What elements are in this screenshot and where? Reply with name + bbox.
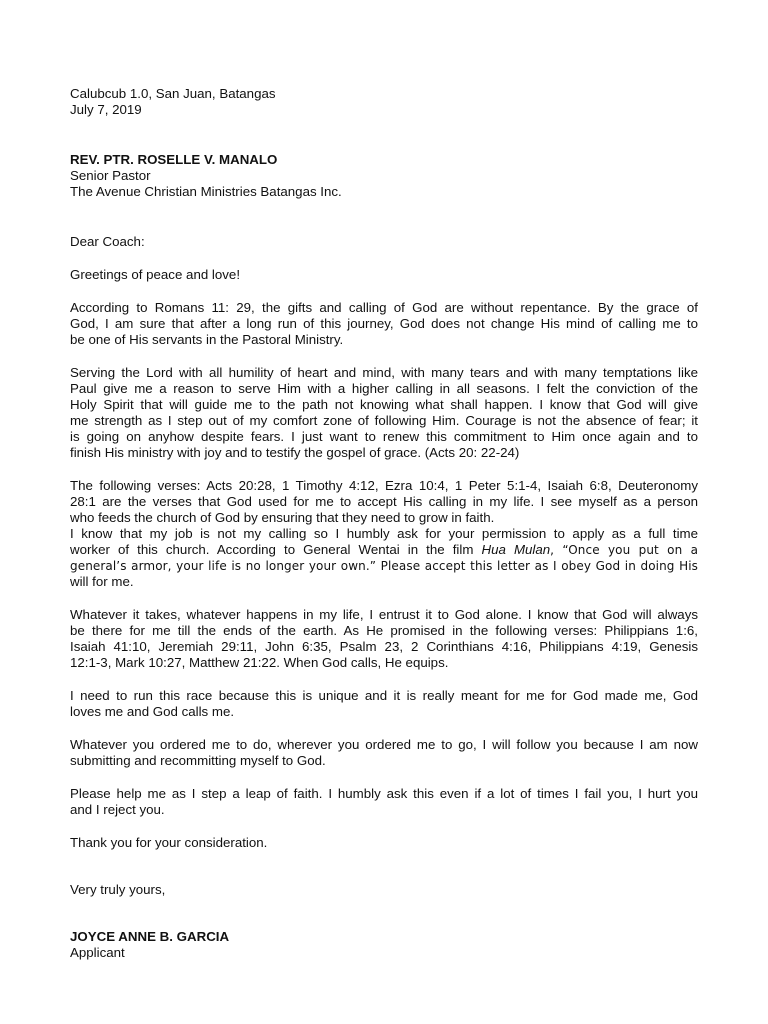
greeting xyxy=(70,267,698,283)
paragraph-line: God, I am sure that after a long run of this journey, God does not change His mind of calling me to xyxy=(70,316,698,331)
paragraph-line: Serving the Lord with all humility of heart and mind, with many tears and with many temptations like xyxy=(70,365,698,380)
paragraph-line: Paul give me a reason to serve Him with a higher calling in all seasons. I felt the conviction of the xyxy=(70,381,698,396)
salutation xyxy=(70,234,698,250)
paragraph-line: The following verses: Acts 20:28, 1 Timothy 4:12, Ezra 10:4, 1 Peter 5:1-4, Isaiah 6:8, Deuteronomy xyxy=(70,478,698,493)
paragraph-line: Please help me as I step a leap of faith. I humbly ask this even if a lot of times I fail you, I hurt you xyxy=(70,786,698,801)
paragraph-6 xyxy=(70,737,698,769)
signer-role: Applicant xyxy=(70,945,125,960)
paragraph-7 xyxy=(70,786,698,818)
paragraph-line: Whatever you ordered me to do, wherever you ordered me to go, I will follow you because I am now xyxy=(70,737,698,752)
letter-date: July 7, 2019 xyxy=(70,102,142,117)
signature-block xyxy=(70,929,698,961)
paragraph-line-quote: general’s armor, your life is no longer your own.” Please accept this letter as I obey God in doing His xyxy=(70,559,698,573)
paragraph-line: will for me. xyxy=(70,574,134,589)
paragraph-line: According to Romans 11: 29, the gifts and calling of God are without repentance. By the grace of xyxy=(70,300,698,315)
paragraph-line: I need to run this race because this is unique and it is really meant for me for God made me, God xyxy=(70,688,698,703)
closing-thanks xyxy=(70,835,698,851)
paragraph-line: be there for me till the ends of the earth. As He promised in the following verses: Philippians 1:6, xyxy=(70,623,698,638)
sender-block xyxy=(70,86,698,118)
paragraph-line: be one of His servants in the Pastoral Ministry. xyxy=(70,332,344,347)
recipient-name: REV. PTR. ROSELLE V. MANALO xyxy=(70,152,278,167)
signer-name: JOYCE ANNE B. GARCIA xyxy=(70,929,230,944)
paragraph-line: who feeds the church of God by ensuring that they need to grow in faith. xyxy=(70,510,495,525)
paragraph-line-film xyxy=(70,542,698,558)
paragraph-line: submitting and recommitting myself to God. xyxy=(70,753,326,768)
paragraph-3 xyxy=(70,478,698,590)
letter-page xyxy=(70,86,698,961)
quote-start: , “Once you put on a xyxy=(550,543,699,557)
film-prefix: worker of this church. According to General Wentai in the film xyxy=(70,542,474,557)
paragraph-line: 12:1-3, Mark 10:27, Matthew 21:22. When God calls, He equips. xyxy=(70,655,449,670)
paragraph-line: I know that my job is not my calling so I humbly ask for your permission to apply as a full time xyxy=(70,526,698,541)
paragraph-line: finish His ministry with joy and to testify the gospel of grace. (Acts 20: 22-24) xyxy=(70,445,520,460)
salutation-text: Dear Coach: xyxy=(70,234,145,249)
closing-text: Very truly yours, xyxy=(70,882,166,897)
paragraph-line: and I reject you. xyxy=(70,802,165,817)
paragraph-line: Isaiah 41:10, Jeremiah 29:11, John 6:35, Psalm 23, 2 Corinthians 4:16, Philippians 4:19, Genesis xyxy=(70,639,698,654)
closing xyxy=(70,882,698,898)
closing-thanks-text: Thank you for your consideration. xyxy=(70,835,268,850)
paragraph-1 xyxy=(70,300,698,348)
film-title: Hua Mulan xyxy=(481,542,551,557)
paragraph-2 xyxy=(70,365,698,461)
paragraph-line: me strength as I step out of my comfort zone of following Him. Courage is not the absence of fear; it xyxy=(70,413,698,428)
recipient-organization: The Avenue Christian Ministries Batangas Inc. xyxy=(70,184,342,199)
paragraph-line: is going on anyhow despite fears. I just want to renew this commitment to Him once again and to xyxy=(70,429,698,444)
sender-address: Calubcub 1.0, San Juan, Batangas xyxy=(70,86,276,101)
recipient-block xyxy=(70,152,698,200)
recipient-title: Senior Pastor xyxy=(70,168,151,183)
paragraph-5 xyxy=(70,688,698,720)
greeting-text: Greetings of peace and love! xyxy=(70,267,241,282)
paragraph-line: 28:1 are the verses that God used for me to accept His calling in my life. I see myself as a person xyxy=(70,494,698,509)
paragraph-line: Whatever it takes, whatever happens in my life, I entrust it to God alone. I know that God will always xyxy=(70,607,698,622)
paragraph-line: loves me and God calls me. xyxy=(70,704,235,719)
paragraph-4 xyxy=(70,607,698,671)
paragraph-line: Holy Spirit that will guide me to the path not knowing what shall happen. I know that God will give xyxy=(70,397,698,412)
